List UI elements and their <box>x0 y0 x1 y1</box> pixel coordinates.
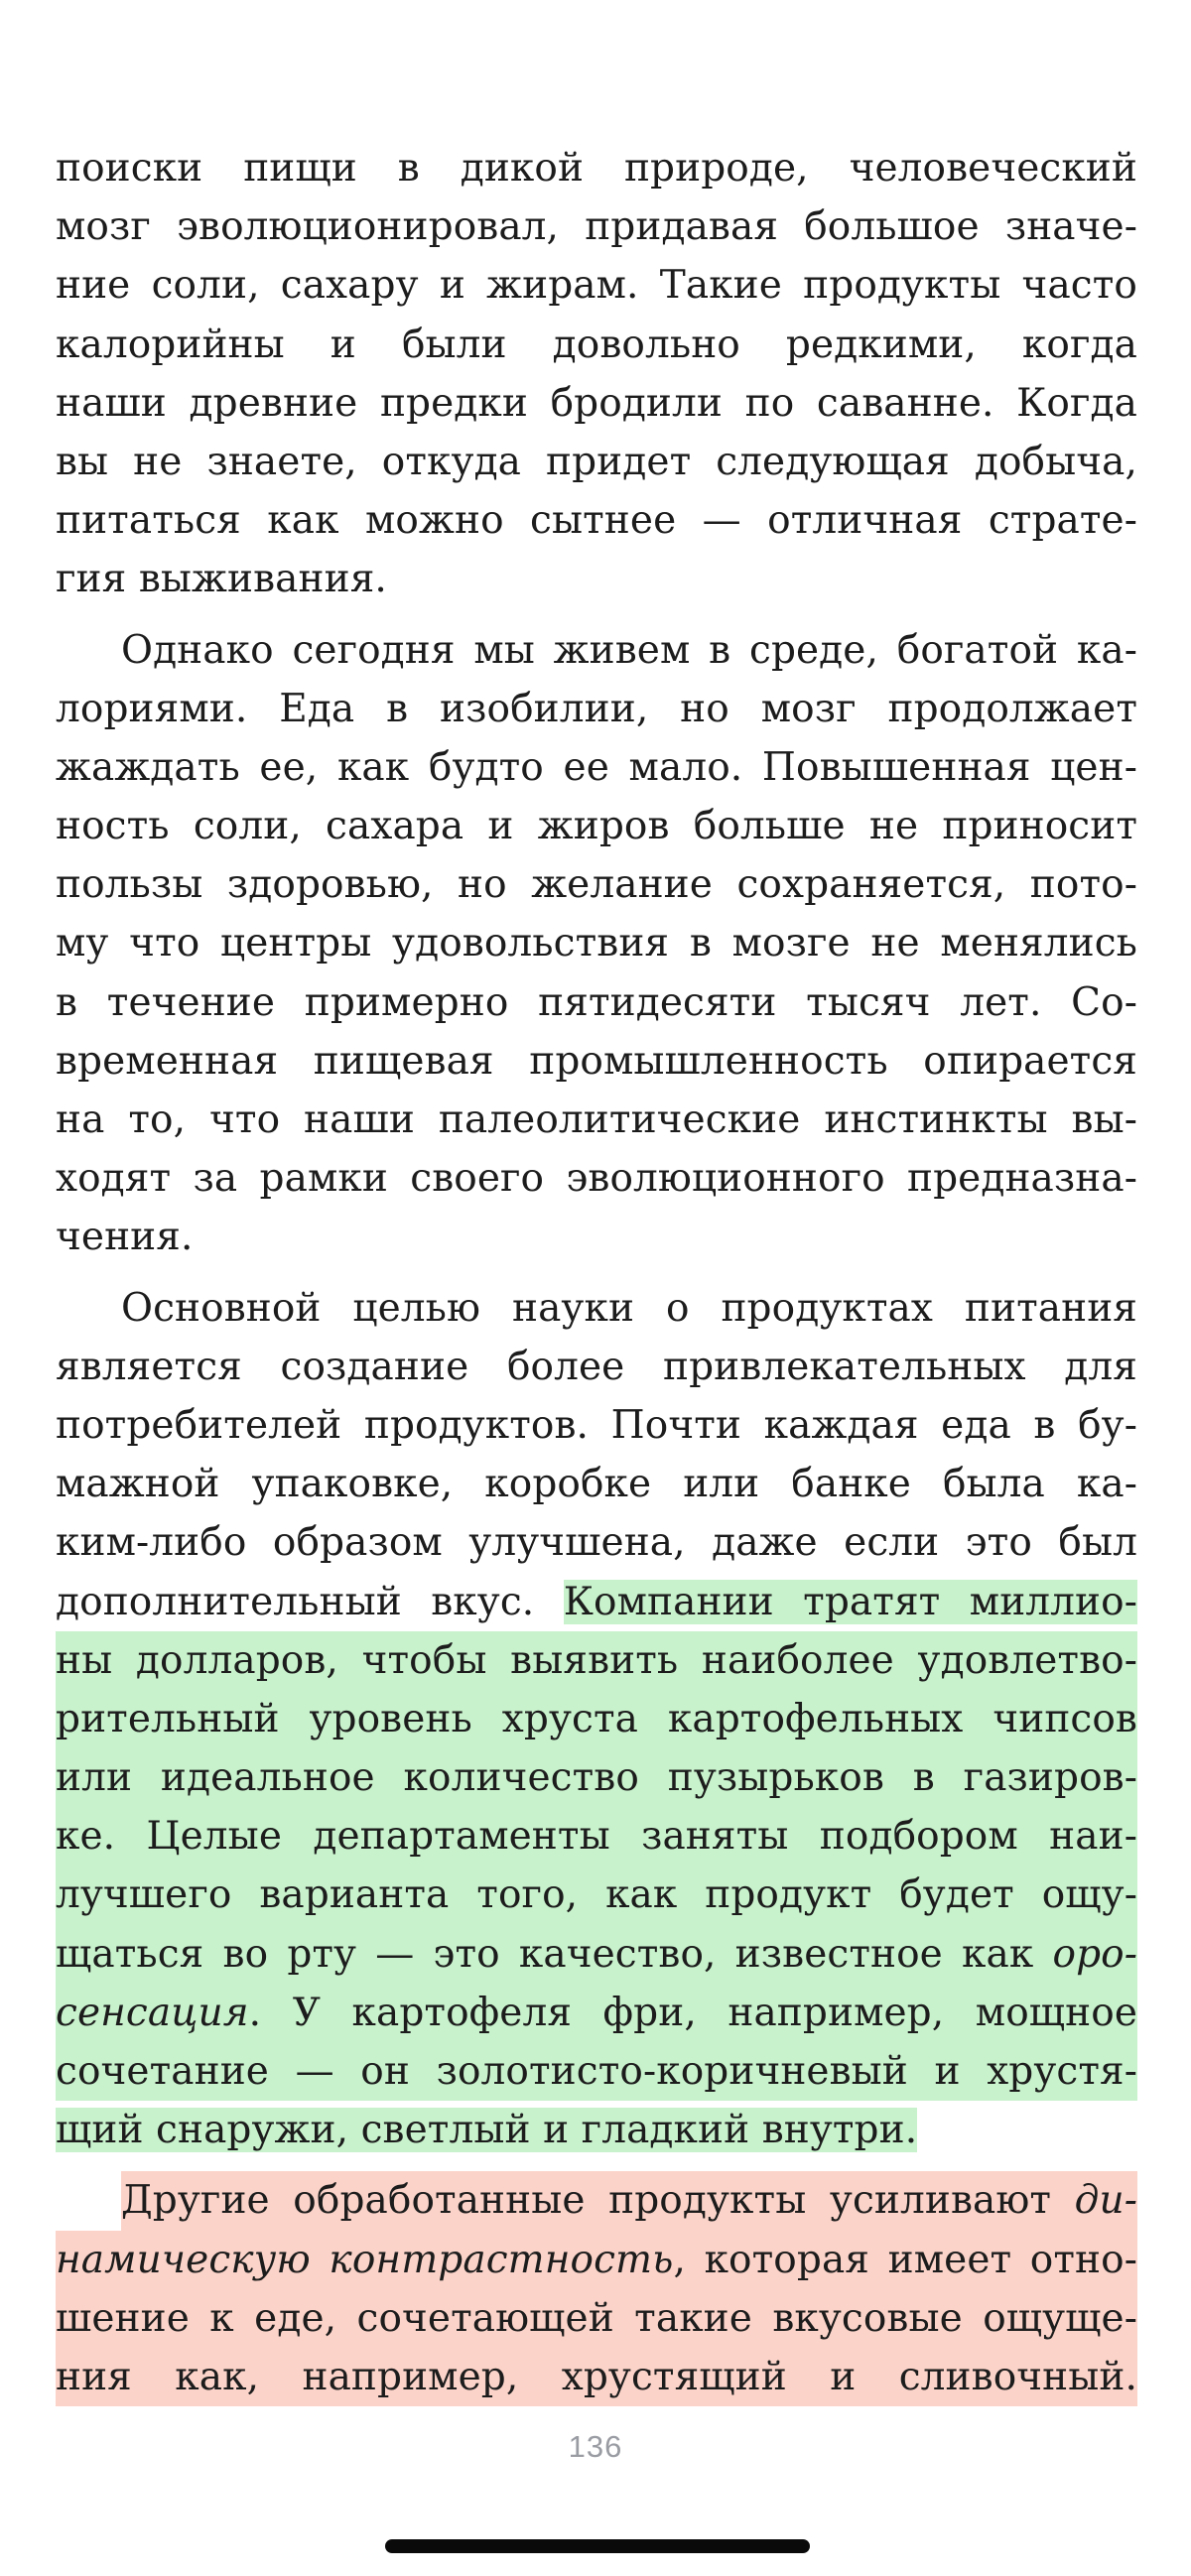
red-highlight[interactable]: ния как, например, хрустящий и сливочный. <box>56 2354 1137 2399</box>
green-highlight[interactable] <box>56 1932 1137 1977</box>
text-line: гия выживания. <box>56 557 387 602</box>
text-span: , которая имеет отно- <box>673 2237 1137 2282</box>
text-line: ность соли, сахара и жиров больше не приносит <box>56 804 1137 849</box>
book-page-text <box>56 139 1137 2406</box>
text-line: Однако сегодня мы живем в среде, богатой ка- <box>121 627 1137 673</box>
highlighted-line[interactable] <box>56 1690 1137 1748</box>
red-highlight[interactable]: шение к еде, сочетающей такие вкусовые ощуще- <box>56 2295 1137 2341</box>
text-line: чения. <box>56 1215 194 1260</box>
green-highlight[interactable]: сочетание — он золотисто-коричневый и хрустя- <box>56 2049 1137 2094</box>
text-line: поиски пищи в дикой природе, человеческий <box>56 146 1137 191</box>
green-highlight[interactable]: рительный уровень хруста картофельных чипсов <box>56 1696 1137 1741</box>
text-line: калорийны и были довольно редкими, когда <box>56 322 1137 367</box>
green-highlight[interactable] <box>56 1991 1137 2035</box>
text-line: Основной целью науки о продуктах питания <box>121 1285 1137 1331</box>
green-highlight[interactable]: или идеальное количество пузырьков в газиров- <box>56 1755 1137 1801</box>
highlighted-line[interactable] <box>56 1925 1137 1984</box>
paragraph-4 <box>56 2171 1137 2406</box>
text-line: жаждать ее, как будто ее мало. Повышенная цен- <box>56 744 1137 790</box>
highlighted-line[interactable] <box>56 1631 1137 1690</box>
green-highlight[interactable]: ны долларов, чтобы выявить наиболее удовлетво- <box>56 1637 1137 1683</box>
text-line: наши древние предки бродили по саванне. Когда <box>56 380 1137 426</box>
red-highlight[interactable] <box>56 2238 1137 2282</box>
text-line: пользы здоровью, но желание сохраняется, пото- <box>56 862 1137 908</box>
highlighted-line[interactable] <box>56 1866 1137 1924</box>
highlighted-line[interactable] <box>56 2171 1137 2230</box>
paragraph-3 <box>56 1279 1137 2160</box>
text-line: лориями. Еда в изобилии, но мозг продолжает <box>56 686 1137 731</box>
highlighted-line[interactable] <box>56 2348 1137 2406</box>
italic-term: намическую контрастность <box>56 2237 674 2282</box>
text-span: дополнительный вкус. <box>56 1579 564 1624</box>
text-line: потребителей продуктов. Почти каждая еда в бу- <box>56 1402 1137 1448</box>
highlighted-line[interactable] <box>56 1748 1137 1807</box>
italic-term: оро- <box>1052 1931 1137 1977</box>
text-line: му что центры удовольствия в мозге не менялись <box>56 921 1137 966</box>
text-line: вы не знаете, откуда придет следующая добыча, <box>56 439 1137 484</box>
text-line: ходят за рамки своего эволюционного предназна- <box>56 1156 1137 1202</box>
highlighted-line[interactable] <box>56 1984 1137 2042</box>
text-line: мозг эволюционировал, придавая большое значе- <box>56 204 1137 250</box>
home-indicator-bar[interactable] <box>385 2539 810 2553</box>
paragraph-1 <box>56 139 1137 609</box>
italic-term: ди- <box>1074 2178 1137 2224</box>
highlighted-line[interactable] <box>56 2231 1137 2289</box>
green-highlight[interactable]: щий снаружи, светлый и гладкий внутри. <box>56 2108 918 2153</box>
paragraph-2 <box>56 621 1137 1267</box>
page-number: 136 <box>568 2429 623 2464</box>
red-highlight[interactable] <box>121 2178 1137 2223</box>
text-line <box>56 1573 1137 1631</box>
highlighted-line[interactable] <box>56 1807 1137 1866</box>
highlighted-line[interactable] <box>56 2042 1137 2101</box>
text-line: питаться как можно сытнее — отличная страте- <box>56 498 1137 544</box>
text-line: ким-либо образом улучшена, даже если это был <box>56 1520 1137 1566</box>
text-line: ние соли, сахару и жирам. Такие продукты часто <box>56 263 1137 309</box>
text-span: Другие обработанные продукты усиливают <box>121 2178 1075 2224</box>
green-highlight[interactable]: ке. Целые департаменты заняты подбором наи- <box>56 1814 1137 1860</box>
italic-term: сенсация <box>56 1990 249 2035</box>
text-span: . У картофеля фри, например, мощное <box>248 1990 1137 2035</box>
green-highlight[interactable]: лучшего варианта того, как продукт будет ощу- <box>56 1872 1137 1918</box>
highlighted-line[interactable] <box>56 2289 1137 2348</box>
text-line: на то, что наши палеолитические инстинкты вы- <box>56 1097 1137 1142</box>
text-line: мажной упаковке, коробке или банке была ка- <box>56 1462 1137 1507</box>
text-line: в течение примерно пятидесяти тысяч лет. Со- <box>56 979 1137 1025</box>
green-highlight[interactable]: Компании тратят миллио- <box>563 1579 1137 1624</box>
text-span: щаться во рту — это качество, известное как <box>56 1931 1053 1977</box>
text-line: является создание более привлекательных для <box>56 1344 1137 1389</box>
highlighted-line[interactable] <box>56 2101 1137 2159</box>
text-line: временная пищевая промышленность опирается <box>56 1038 1137 1084</box>
